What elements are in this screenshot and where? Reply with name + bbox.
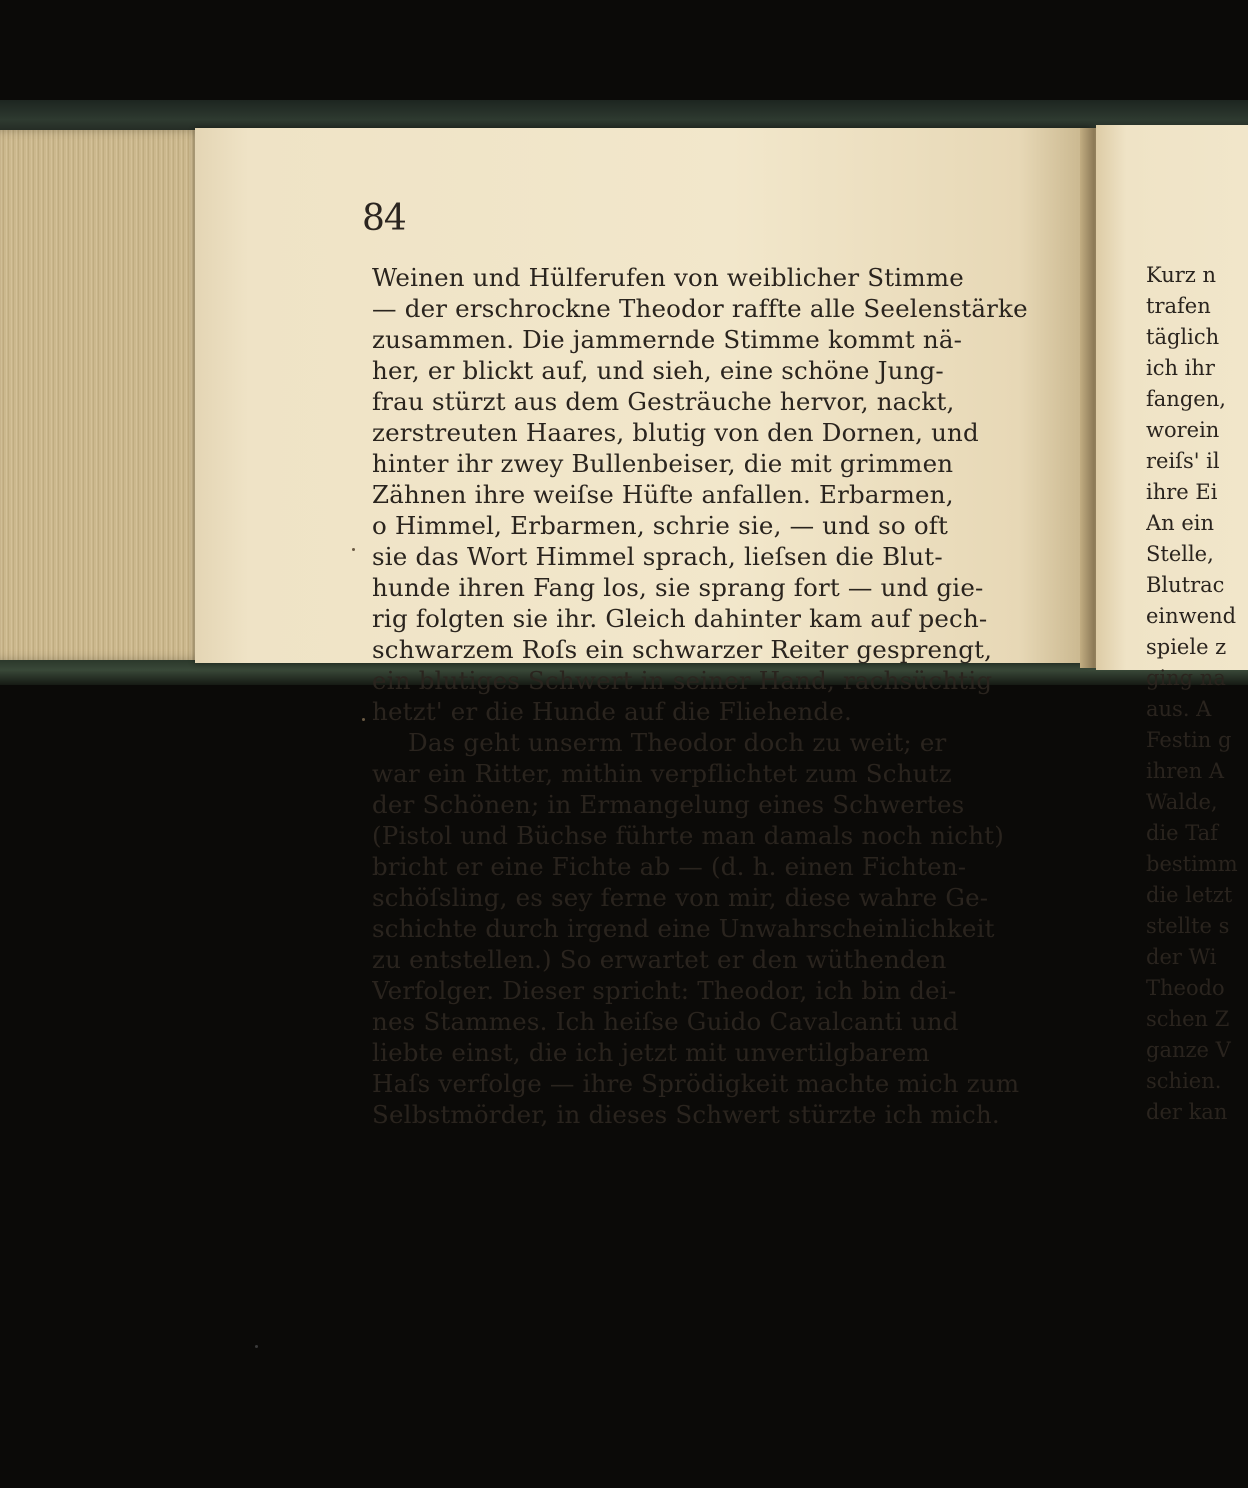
facing-text-line: Walde,: [1146, 790, 1218, 814]
facing-text-line: bestimm: [1146, 852, 1238, 876]
facing-text-line: einwend: [1146, 604, 1237, 628]
facing-text-line: Stelle,: [1146, 542, 1214, 566]
facing-text-line: fangen,: [1146, 387, 1226, 411]
facing-text-line: worein: [1146, 418, 1220, 442]
facing-text-line: aus. A: [1146, 697, 1212, 721]
text-line: nes Stammes. Ich heiſse Guido Cavalcanti und: [372, 1007, 959, 1036]
text-line: o Himmel, Erbarmen, schrie sie, — und so oft: [372, 511, 949, 540]
text-line: (Pistol und Büchse führte man damals noch nicht): [372, 821, 1004, 850]
facing-text-line: ganze V: [1146, 1038, 1231, 1062]
facing-text-line: trafen: [1146, 294, 1211, 318]
text-line: Zähnen ihre weiſse Hüfte anfallen. Erbarmen,: [372, 480, 954, 509]
text-line: Weinen und Hülferufen von weiblicher Stimme: [372, 263, 964, 292]
text-line: rig folgten sie ihr. Gleich dahinter kam auf pech-: [372, 604, 988, 633]
facing-text-line: spiele z: [1146, 635, 1227, 659]
facing-text-line: die Taf: [1146, 821, 1218, 845]
text-line: schöſsling, es sey ferne von mir, diese wahre Ge-: [372, 883, 989, 912]
facing-text-line: reiſs' il: [1146, 449, 1220, 473]
facing-text-line: An ein: [1146, 511, 1215, 535]
text-line: hinter ihr zwey Bullenbeiser, die mit grimmen: [372, 449, 954, 478]
text-line: ein blutiges Schwert in seiner Hand, rachsüchtig: [372, 666, 993, 695]
text-line: Selbstmörder, in dieses Schwert stürzte ich mich.: [372, 1100, 1000, 1129]
text-line: zusammen. Die jammernde Stimme kommt nä-: [372, 325, 963, 354]
text-line: sie das Wort Himmel sprach, lieſsen die Blut-: [372, 542, 943, 571]
facing-text-line: ihre Ei: [1146, 480, 1218, 504]
facing-page-text: [1146, 260, 1248, 1128]
text-line: schichte durch irgend eine Unwahrscheinlichkeit: [372, 914, 995, 943]
facing-text-line: schien.: [1146, 1069, 1222, 1093]
text-line: war ein Ritter, mithin verpflichtet zum Schutz: [372, 759, 952, 788]
facing-text-line: Festin g: [1146, 728, 1232, 752]
facing-text-line: der kan: [1146, 1100, 1228, 1124]
text-line: bricht er eine Fichte ab — (d. h. einen Fichten-: [372, 852, 967, 881]
text-line: Verfolger. Dieser spricht: Theodor, ich bin dei-: [372, 976, 957, 1005]
text-line: hetzt' er die Hunde auf die Fliehende.: [372, 697, 852, 726]
text-line: zu entstellen.) So erwartet er den wüthenden: [372, 945, 947, 974]
page-text: [372, 262, 1032, 1130]
facing-text-line: schen Z: [1146, 1007, 1230, 1031]
facing-text-line: die letzt: [1146, 883, 1233, 907]
page-number: 84: [362, 198, 406, 239]
facing-text-line: ich ihr: [1146, 356, 1215, 380]
text-line: — der erschrockne Theodor raffte alle Seelenstärke: [372, 294, 1028, 323]
text-line: zerstreuten Haares, blutig von den Dornen, und: [372, 418, 979, 447]
paper-speck: [362, 718, 365, 721]
text-line: her, er blickt auf, und sieh, eine schöne Jung-: [372, 356, 944, 385]
facing-text-line: der Wi: [1146, 945, 1217, 969]
paper-speck: [352, 548, 355, 551]
text-line: schwarzem Roſs ein schwarzer Reiter gesprengt,: [372, 635, 993, 664]
page-block-edges: [0, 130, 210, 660]
facing-text-line: Kurz n: [1146, 263, 1217, 287]
text-line: Haſs verfolge — ihre Sprödigkeit machte mich zum: [372, 1069, 1020, 1098]
facing-text-line: ging na: [1146, 666, 1226, 690]
text-line: Das geht unserm Theodor doch zu weit; er: [408, 728, 947, 757]
facing-text-line: stellte s: [1146, 914, 1230, 938]
facing-text-line: Theodo: [1146, 976, 1225, 1000]
facing-text-line: Blutrac: [1146, 573, 1225, 597]
facing-text-line: täglich: [1146, 325, 1220, 349]
dust-speck: [255, 1345, 258, 1348]
text-line: der Schönen; in Ermangelung eines Schwertes: [372, 790, 965, 819]
facing-text-line: ihren A: [1146, 759, 1225, 783]
text-line: frau stürzt aus dem Gesträuche hervor, nackt,: [372, 387, 955, 416]
text-line: hunde ihren Fang los, sie sprang fort — und gie-: [372, 573, 984, 602]
text-line: liebte einst, die ich jetzt mit unvertilgbarem: [372, 1038, 930, 1067]
